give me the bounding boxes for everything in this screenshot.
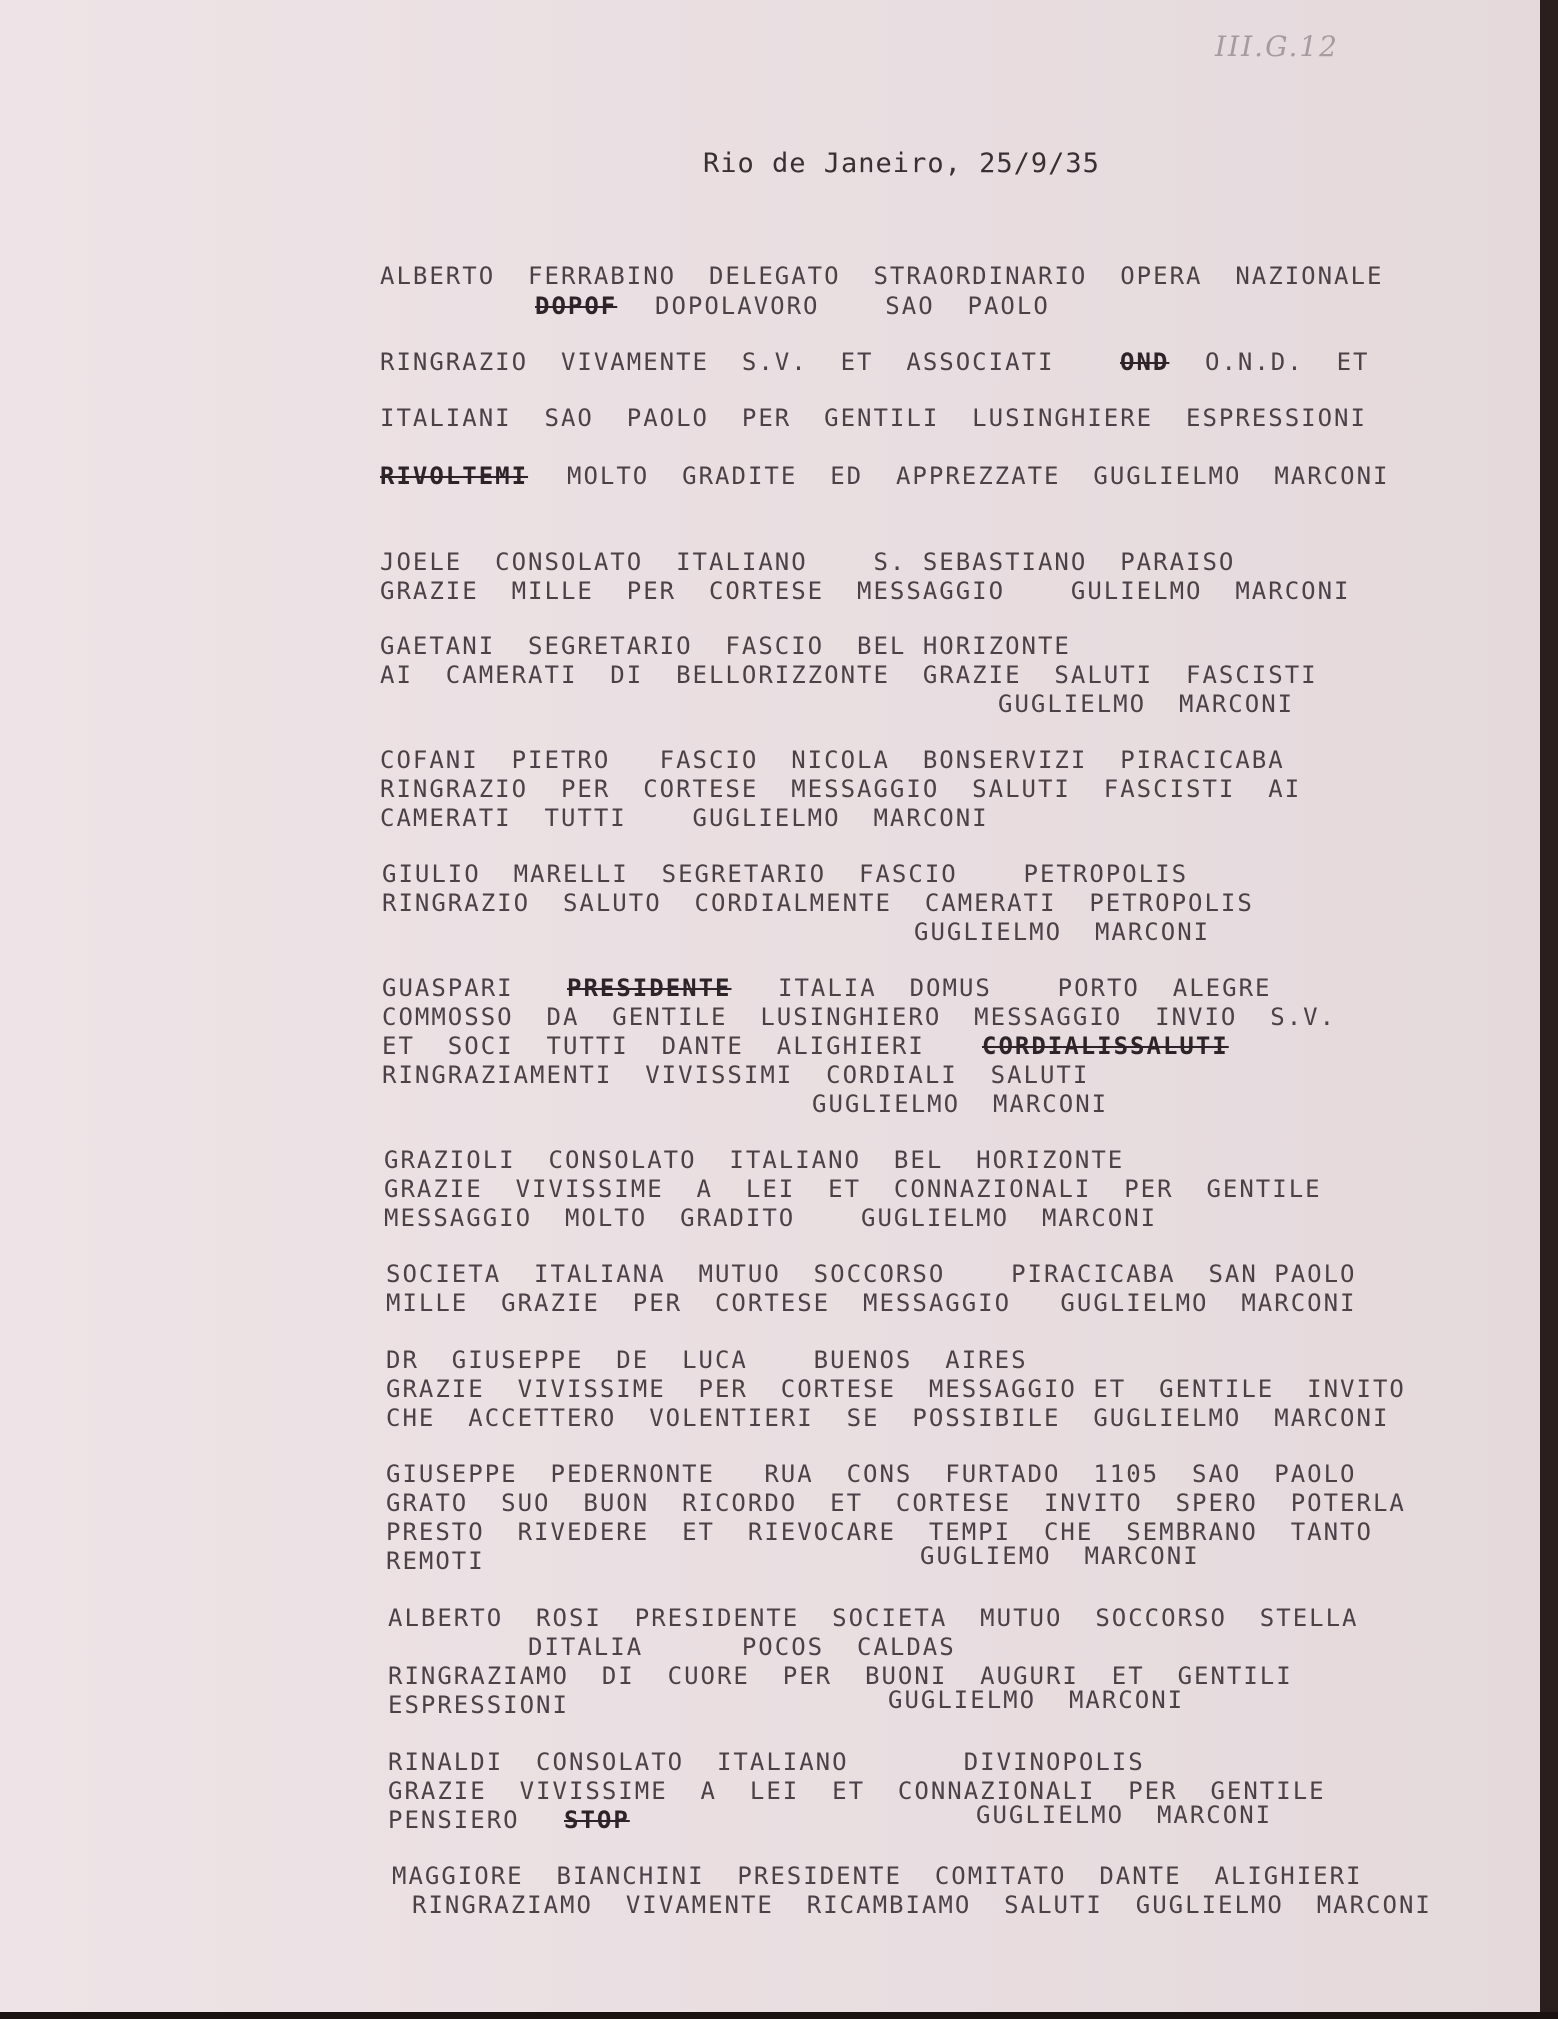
strikeout-text: RIVOLTEMI: [380, 462, 529, 490]
telegram-line: GIUSEPPE PEDERNONTE RUA CONS FURTADO 1105 SAO PAOLO: [386, 1460, 1357, 1488]
strikeout-text: PRESIDENTE: [567, 974, 732, 1002]
telegram-line: MILLE GRAZIE PER CORTESE MESSAGGIO GUGLIELMO MARCONI: [386, 1289, 1357, 1317]
telegram-line: DOPOLAVORO SAO PAOLO: [655, 292, 1050, 320]
signature-line: GUGLIELMO MARCONI: [976, 1801, 1273, 1829]
signature-line: GUGLIEMO MARCONI: [920, 1542, 1200, 1570]
signature-line: GUGLIELMO MARCONI: [914, 918, 1211, 946]
telegram-line: RINGRAZIAMENTI VIVISSIMI CORDIALI SALUTI: [382, 1061, 1090, 1089]
telegram-line: CAMERATI TUTTI GUGLIELMO MARCONI: [380, 804, 989, 832]
telegram-line: GRAZIE VIVISSIME A LEI ET CONNAZIONALI PER GENTILE: [384, 1175, 1322, 1203]
telegram-line: PRESTO RIVEDERE ET RIEVOCARE TEMPI CHE SEMBRANO TANTO: [386, 1518, 1373, 1546]
telegram-line: PENSIERO: [388, 1806, 520, 1834]
telegram-line: ITALIA DOMUS PORTO ALEGRE: [778, 974, 1272, 1002]
telegram-line: RINGRAZIAMO DI CUORE PER BUONI AUGURI ET GENTILI: [388, 1662, 1293, 1690]
telegram-line: GIULIO MARELLI SEGRETARIO FASCIO PETROPOLIS: [382, 860, 1189, 888]
telegram-line: RINGRAZIO VIVAMENTE S.V. ET ASSOCIATI: [380, 348, 1055, 376]
telegram-line: JOELE CONSOLATO ITALIANO S. SEBASTIANO PARAISO: [380, 548, 1236, 576]
strikeout-text: CORDIALISSALUTI: [982, 1032, 1229, 1060]
strikeout-text: STOP: [564, 1806, 630, 1834]
telegram-line: ITALIANI SAO PAOLO PER GENTILI LUSINGHIERE ESPRESSIONI: [380, 404, 1367, 432]
telegram-line: ET SOCI TUTTI DANTE ALIGHIERI: [382, 1032, 925, 1060]
telegram-line: CHE ACCETTERO VOLENTIERI SE POSSIBILE GUGLIELMO MARCONI: [386, 1404, 1390, 1432]
telegram-line: RINGRAZIO SALUTO CORDIALMENTE CAMERATI PETROPOLIS: [382, 889, 1254, 917]
telegram-line: SOCIETA ITALIANA MUTUO SOCCORSO PIRACICABA SAN PAOLO: [386, 1260, 1357, 1288]
telegram-line: RINALDI CONSOLATO ITALIANO DIVINOPOLIS: [388, 1748, 1145, 1776]
telegram-line: GRATO SUO BUON RICORDO ET CORTESE INVITO SPERO POTERLA: [386, 1489, 1406, 1517]
telegram-line: RINGRAZIO PER CORTESE MESSAGGIO SALUTI FASCISTI AI: [380, 775, 1302, 803]
telegram-line: DR GIUSEPPE DE LUCA BUENOS AIRES: [386, 1346, 1028, 1374]
telegram-line: ESPRESSIONI: [388, 1691, 569, 1719]
strikeout-text: OND: [1120, 348, 1170, 376]
date-line: Rio de Janeiro, 25/9/35: [703, 148, 1100, 179]
signature-line: GUGLIELMO MARCONI: [888, 1686, 1185, 1714]
telegram-line: MESSAGGIO MOLTO GRADITO GUGLIELMO MARCONI: [384, 1204, 1158, 1232]
telegram-line: ALBERTO ROSI PRESIDENTE SOCIETA MUTUO SOCCORSO STELLA: [388, 1604, 1359, 1632]
telegram-line: COMMOSSO DA GENTILE LUSINGHIERO MESSAGGIO INVIO S.V.: [382, 1003, 1337, 1031]
signature-line: GUGLIELMO MARCONI: [812, 1090, 1109, 1118]
strikeout-text: DOPOF: [535, 292, 618, 320]
telegram-line: MOLTO GRADITE ED APPREZZATE GUGLIELMO MARCONI: [567, 462, 1390, 490]
telegram-line: GRAZIE MILLE PER CORTESE MESSAGGIO GULIELMO MARCONI: [380, 577, 1351, 605]
telegram-line: GUASPARI: [382, 974, 514, 1002]
telegram-line: GRAZIE VIVISSIME A LEI ET CONNAZIONALI PER GENTILE: [388, 1777, 1326, 1805]
archive-mark: III.G.12: [1215, 30, 1339, 63]
scan-bottom-edge: [0, 2012, 1558, 2019]
telegram-line: GRAZIOLI CONSOLATO ITALIANO BEL HORIZONTE: [384, 1146, 1125, 1174]
telegram-line: GAETANI SEGRETARIO FASCIO BEL HORIZONTE: [380, 632, 1071, 660]
telegram-line: ALBERTO FERRABINO DELEGATO STRAORDINARIO OPERA NAZIONALE: [380, 262, 1384, 290]
telegram-line: COFANI PIETRO FASCIO NICOLA BONSERVIZI PIRACICABA: [380, 746, 1285, 774]
telegram-line: O.N.D. ET: [1205, 348, 1370, 376]
telegram-line: GRAZIE VIVISSIME PER CORTESE MESSAGGIO ET GENTILE INVITO: [386, 1375, 1406, 1403]
signature-line: GUGLIELMO MARCONI: [998, 690, 1295, 718]
telegram-line: AI CAMERATI DI BELLORIZZONTE GRAZIE SALUTI FASCISTI: [380, 661, 1318, 689]
telegram-line: REMOTI: [386, 1547, 485, 1575]
telegram-line: DITALIA POCOS CALDAS: [528, 1633, 956, 1661]
telegram-line: RINGRAZIAMO VIVAMENTE RICAMBIAMO SALUTI GUGLIELMO MARCONI: [412, 1891, 1432, 1919]
telegram-line: MAGGIORE BIANCHINI PRESIDENTE COMITATO DANTE ALIGHIERI: [392, 1862, 1363, 1890]
